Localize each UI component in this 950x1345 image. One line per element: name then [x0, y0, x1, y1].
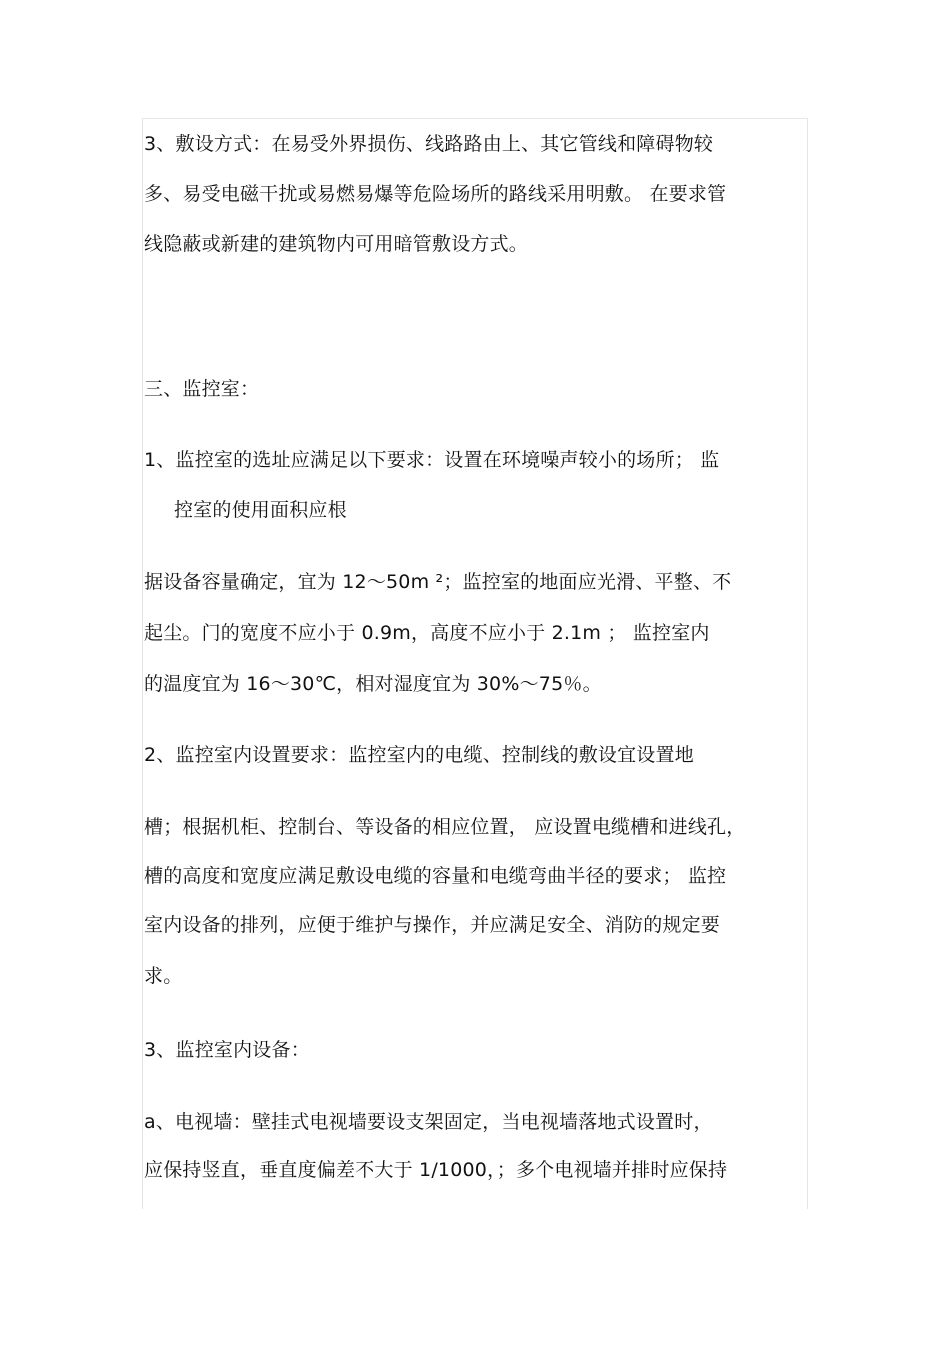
text-line: 控室的使用面积应根: [174, 499, 347, 521]
text-line: 线隐蔽或新建的建筑物内可用暗管敷设方式。: [144, 233, 529, 255]
text-line: 起尘。门的宽度不应小于 0.9m，高度不应小于 2.1m ； 监控室内: [144, 622, 710, 644]
text-line: a、电视墙：壁挂式电视墙要设支架固定，当电视墙落地式设置时，: [144, 1111, 713, 1133]
text-line: 槽的高度和宽度应满足敷设电缆的容量和电缆弯曲半径的要求； 监控: [144, 865, 727, 887]
text-line: 室内设备的排列，应便于维护与操作，并应满足安全、消防的规定要: [144, 914, 721, 936]
text-line: 槽；根据机柜、控制台、等设备的相应位置， 应设置电缆槽和进线孔，: [144, 816, 746, 838]
text-line: 的温度宜为 16～30℃，相对湿度宜为 30%～75％。: [144, 673, 602, 695]
text-line: 据设备容量确定，宜为 12～50m ²；监控室的地面应光滑、平整、不: [144, 571, 732, 593]
text-line: 1、监控室的选址应满足以下要求：设置在环境噪声较小的场所； 监: [144, 449, 720, 471]
text-line: 多、易受电磁干扰或易燃易爆等危险场所的路线采用明敷。 在要求管: [144, 183, 727, 205]
text-line: 2、监控室内设置要求：监控室内的电缆、控制线的敷设宜设置地: [144, 744, 694, 766]
text-line: 求。: [144, 965, 183, 987]
text-line: 3、敷设方式：在易受外界损伤、线路路由上、其它管线和障碍物较: [144, 133, 714, 155]
text-line: 3、监控室内设备：: [144, 1039, 310, 1061]
text-line: 应保持竖直，垂直度偏差不大于 1/1000，；多个电视墙并排时应保持: [144, 1159, 728, 1181]
section-heading: 三、监控室：: [144, 378, 260, 400]
